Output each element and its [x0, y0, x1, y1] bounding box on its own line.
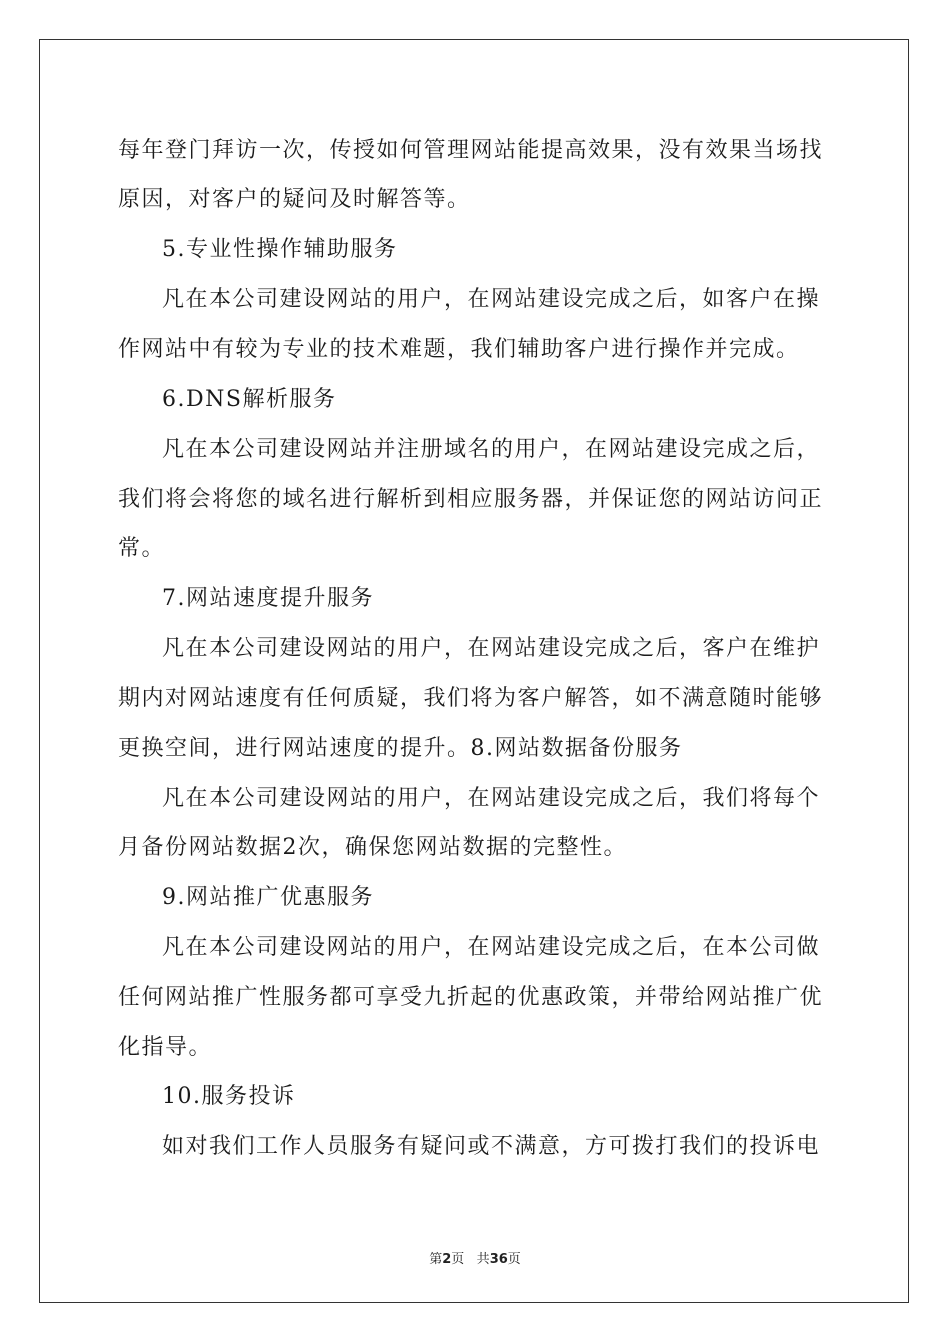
page-footer: [0, 1248, 950, 1267]
footer-total-pages: 36: [489, 1252, 508, 1267]
text-line: 凡在本公司建设网站并注册域名的用户，在网站建设完成之后，: [162, 437, 821, 462]
section-heading: 5.专业性操作辅助服务: [162, 237, 398, 262]
text-line: 凡在本公司建设网站的用户，在网站建设完成之后，在本公司做: [162, 935, 821, 960]
text-line: 期内对网站速度有任何质疑，我们将为客户解答，如不满意随时能够: [118, 686, 824, 711]
text-line: 任何网站推广性服务都可享受九折起的优惠政策，并带给网站推广优: [118, 985, 824, 1010]
section-heading: 9.网站推广优惠服务: [162, 885, 374, 910]
text-line: 我们将会将您的域名进行解析到相应服务器，并保证您的网站访问正: [118, 487, 824, 512]
text-line: 如对我们工作人员服务有疑问或不满意，方可拨打我们的投诉电: [162, 1134, 821, 1159]
text-line: 常。: [118, 536, 166, 561]
text-line: 原因，对客户的疑问及时解答等。: [118, 187, 471, 212]
text-line: 月备份网站数据2次，确保您网站数据的完整性。: [118, 835, 627, 860]
text-line: 凡在本公司建设网站的用户，在网站建设完成之后，如客户在操: [162, 287, 821, 312]
text-line: 更换空间，进行网站速度的提升。8.网站数据备份服务: [118, 736, 683, 761]
section-heading: 10.服务投诉: [162, 1084, 296, 1109]
footer-page-prefix: 第: [429, 1252, 443, 1267]
footer-page-number: 2: [442, 1252, 452, 1267]
text-line: 作网站中有较为专业的技术难题，我们辅助客户进行操作并完成。: [118, 337, 800, 362]
section-heading: 6.DNS解析服务: [162, 387, 337, 412]
page-border: [39, 39, 909, 1303]
text-line: 每年登门拜访一次，传授如何管理网站能提高效果，没有效果当场找: [118, 138, 824, 163]
section-heading: 7.网站速度提升服务: [162, 586, 374, 611]
text-line: 凡在本公司建设网站的用户，在网站建设完成之后，客户在维护: [162, 636, 821, 661]
footer-total-suffix: 页: [507, 1252, 521, 1267]
footer-page-suffix: 页: [451, 1252, 465, 1267]
footer-total-prefix: 共: [476, 1252, 490, 1267]
text-line: 凡在本公司建设网站的用户，在网站建设完成之后，我们将每个: [162, 786, 821, 811]
text-line: 化指导。: [118, 1035, 213, 1060]
